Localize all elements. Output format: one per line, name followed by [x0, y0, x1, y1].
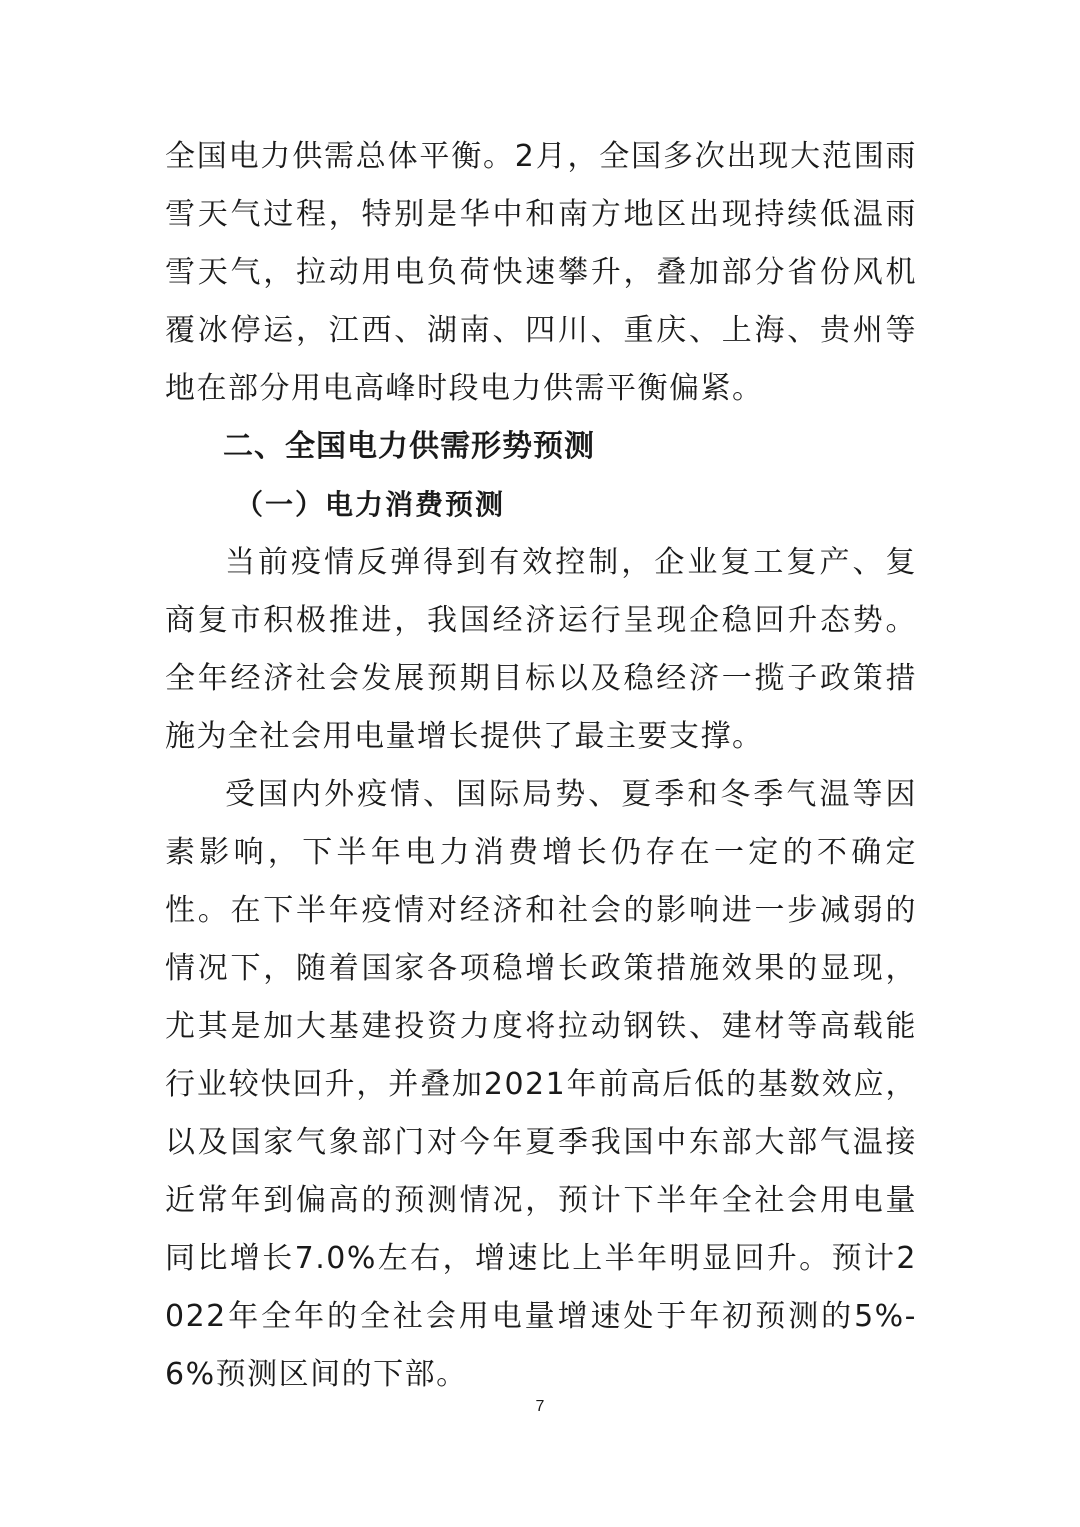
- section-heading: 二、全国电力供需形势预测: [223, 429, 595, 464]
- paragraph-consumption-forecast: 受国内外疫情、国际局势、夏季和冬季气温等因素影响，下半年电力消费增长仍存在一定的不确定性。在下半年疫情对经济和社会的影响进一步减弱的情况下，随着国家各项稳增长政策措施效果的显现，尤其是加大基建投资力度将拉动钢铁、建材等高载能行业较快回升，并叠加2021年前高后低的基数效应，以及国家气象部门对今年夏季我国中东部大部气温接近常年到偏高的预测情况，预计下半年全社会用电量同比增长7.0%左右，增速比上半年明显回升。预计2022年全年的全社会用电量增速处于年初预测的5%-6%预测区间的下部。: [165, 777, 917, 1392]
- paragraph-supply-balance: 全国电力供需总体平衡。2月，全国多次出现大范围雨雪天气过程，特别是华中和南方地区出现持续低温雨雪天气，拉动用电负荷快速攀升，叠加部分省份风机覆冰停运，江西、湖南、四川、重庆、上海、贵州等地在部分用电高峰时段电力供需平衡偏紧。: [165, 139, 917, 406]
- subsection-heading: （一）电力消费预测: [235, 488, 506, 521]
- document-body: [165, 128, 917, 1404]
- page-number: 7: [535, 1398, 545, 1415]
- paragraph-economic-recovery: 当前疫情反弹得到有效控制，企业复工复产、复商复市积极推进，我国经济运行呈现企稳回升态势。全年经济社会发展预期目标以及稳经济一揽子政策措施为全社会用电量增长提供了最主要支撑。: [165, 545, 917, 754]
